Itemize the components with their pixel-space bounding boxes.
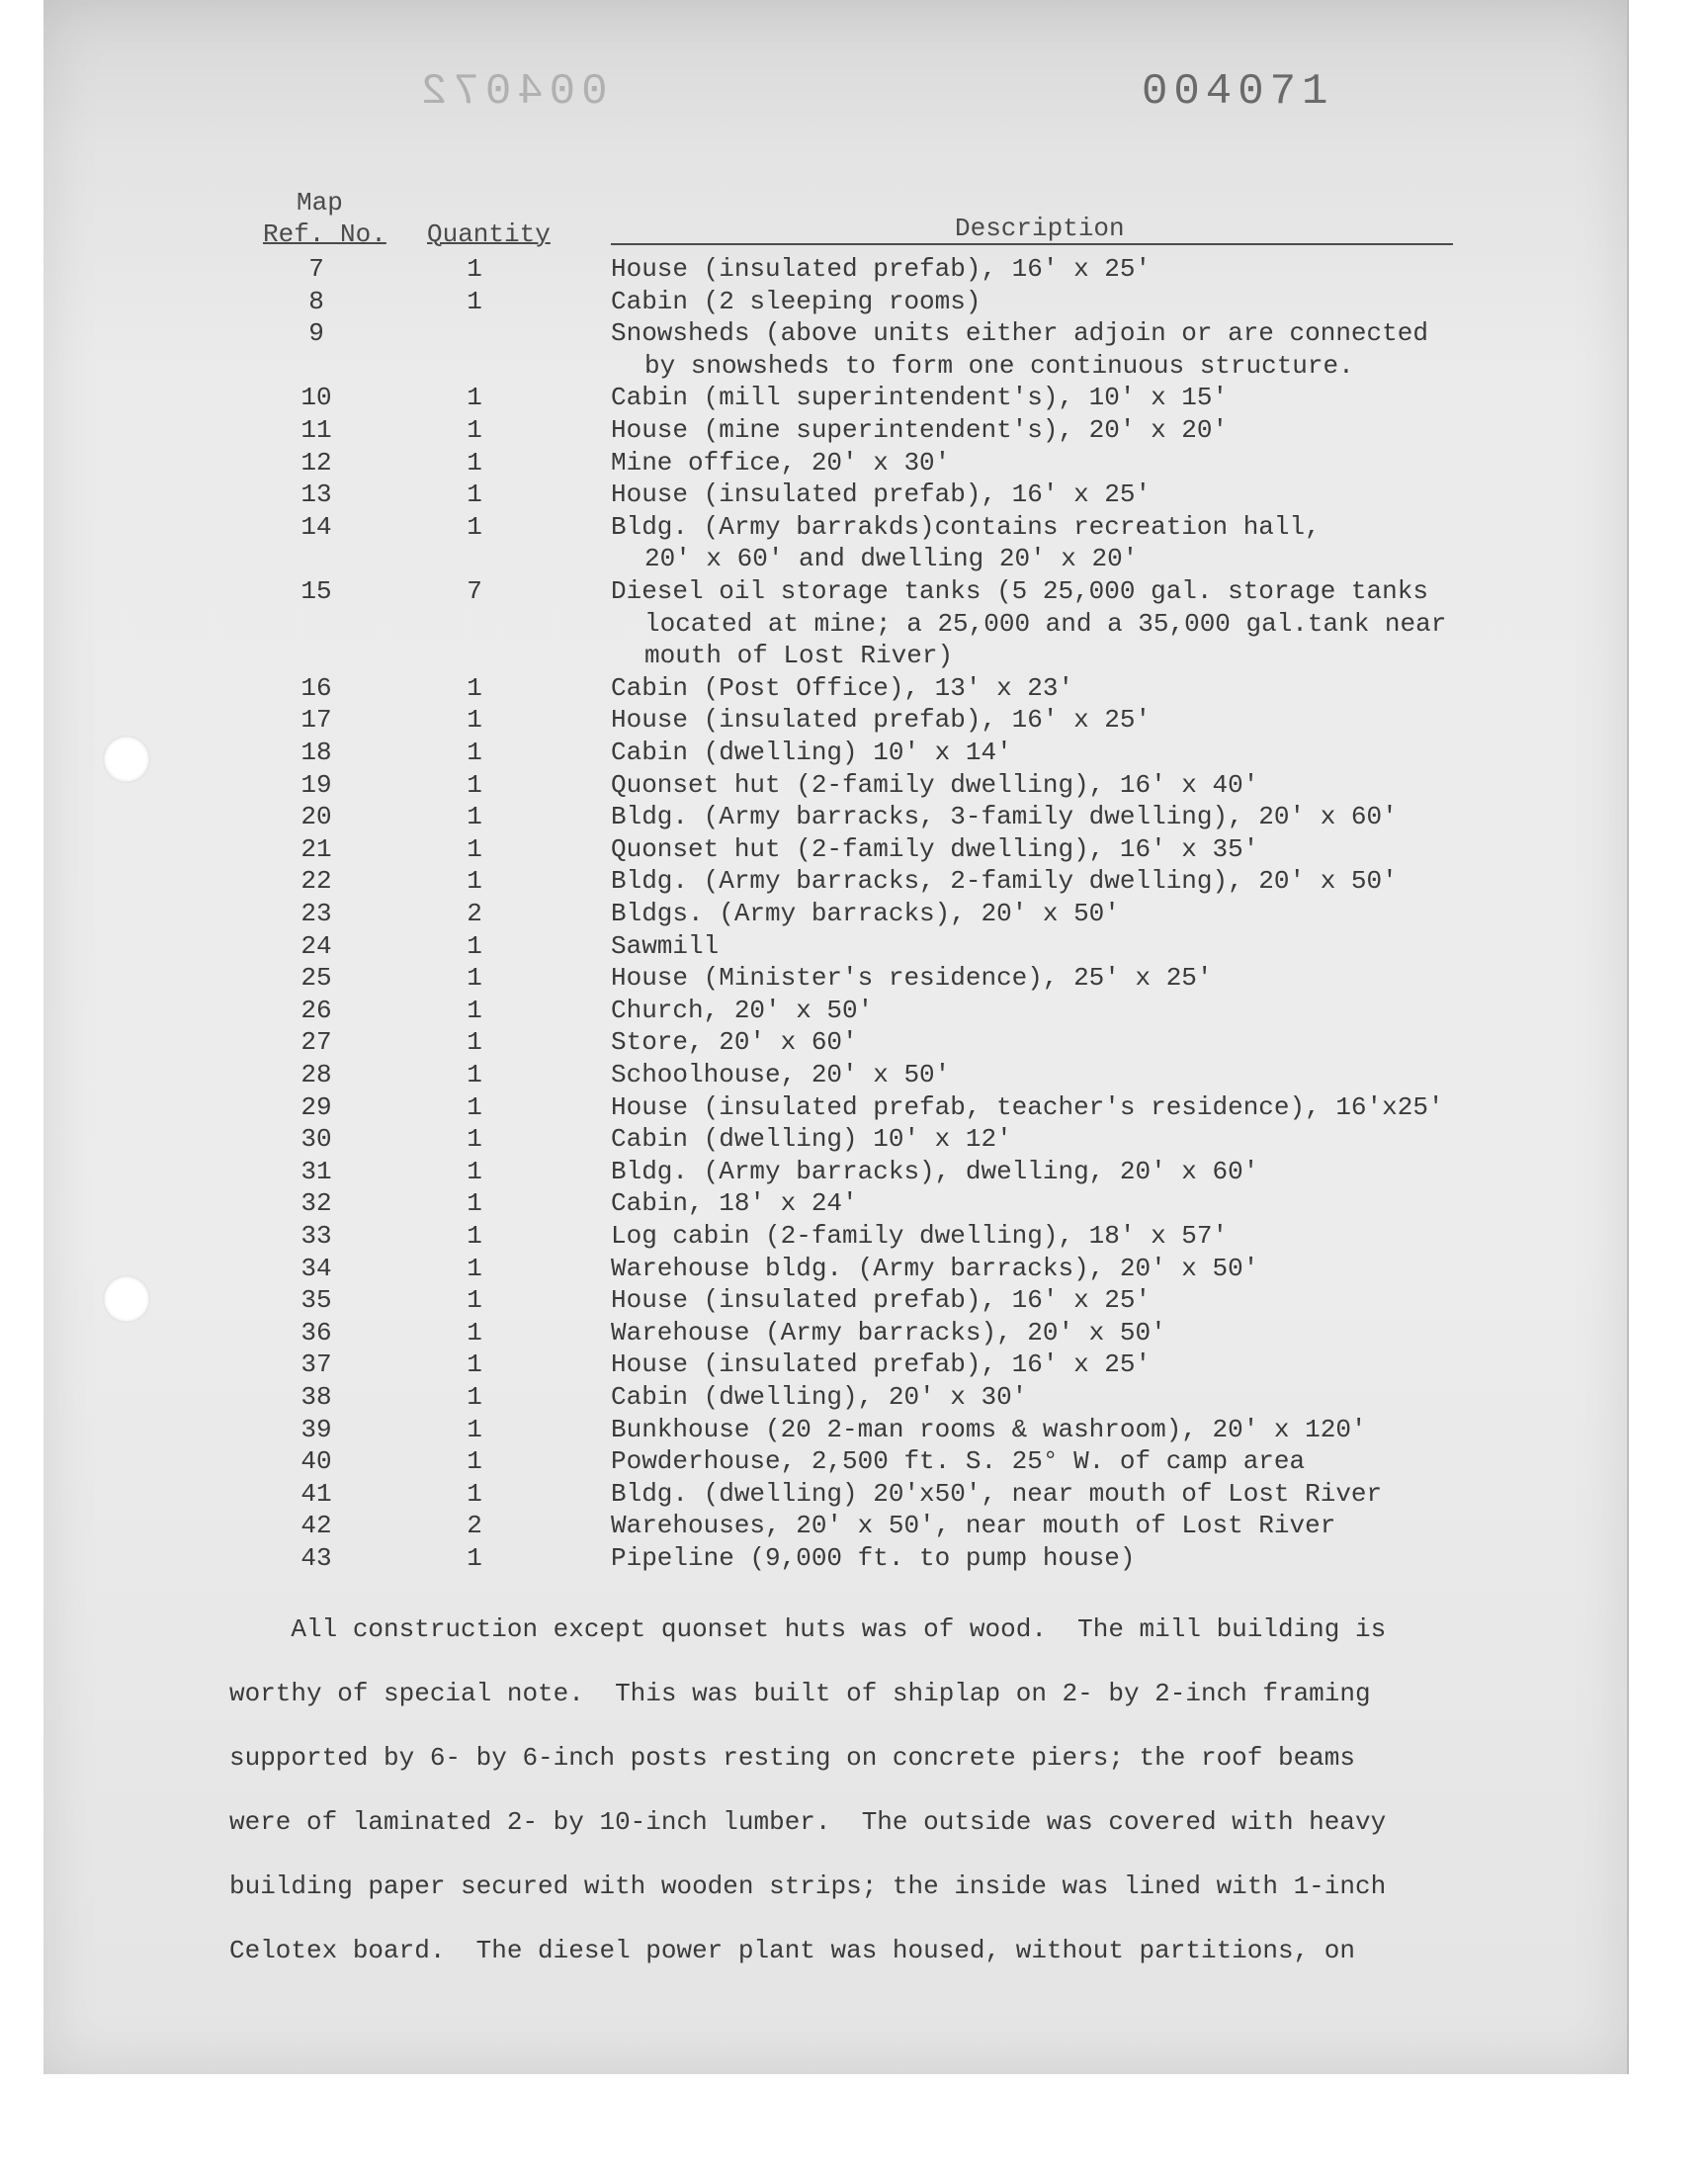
quantity: 1 [467, 769, 482, 800]
paragraph-line: All construction except quonset huts was of wood. The mill building is [229, 1614, 1387, 1644]
quantity: 1 [467, 738, 482, 767]
description: Schoolhouse, 20' x 50' [611, 1060, 951, 1089]
ref-number: 41 [300, 1478, 332, 1509]
paragraph-line: Celotex board. The diesel power plant was housed, without partitions, on [229, 1936, 1355, 1965]
table-row [0, 1091, 1708, 1123]
ref-number: 26 [300, 995, 332, 1025]
description: House (Minister's residence), 25' x 25' [611, 963, 1213, 994]
header-map: Map [297, 188, 343, 218]
table-row [0, 737, 1708, 768]
ref-number: 40 [300, 1446, 332, 1477]
table-row [0, 1187, 1708, 1219]
description: by snowsheds to form one continuous structure. [644, 350, 1354, 381]
description: House (mine superintendent's), 20' x 20' [611, 415, 1229, 445]
description: located at mine; a 25,000 and a 35,000 gal.tank near [644, 608, 1447, 639]
ref-number: 28 [300, 1060, 332, 1089]
description: Log cabin (2-family dwelling), 18' x 57' [611, 1221, 1229, 1251]
quantity: 1 [467, 705, 482, 736]
faint-page-stamp: 004072 [415, 67, 608, 117]
table-row [0, 1220, 1708, 1252]
table-row [0, 962, 1708, 994]
description: Warehouse bldg. (Army barracks), 20' x 50' [611, 1253, 1259, 1283]
body-paragraph [229, 1598, 1514, 1983]
table-row [0, 382, 1708, 413]
quantity: 1 [467, 1543, 482, 1573]
description: Cabin (Post Office), 13' x 23' [611, 672, 1074, 703]
ref-number: 43 [300, 1543, 332, 1573]
ref-number: 33 [300, 1221, 332, 1251]
table-row [0, 865, 1708, 897]
description: Mine office, 20' x 30' [611, 447, 951, 478]
paragraph-line: building paper secured with wooden strips; the inside was lined with 1-inch [229, 1871, 1387, 1901]
quantity: 1 [467, 479, 482, 510]
quantity: 1 [467, 1478, 482, 1509]
description: Sawmill [611, 930, 720, 961]
quantity: 1 [467, 254, 482, 284]
table-row [0, 704, 1708, 736]
table-row [0, 672, 1708, 704]
quantity: 1 [467, 1124, 482, 1155]
ref-number: 42 [300, 1511, 332, 1541]
quantity: 1 [467, 1221, 482, 1251]
quantity: 1 [467, 1060, 482, 1089]
ref-number: 21 [300, 833, 332, 864]
table-row [0, 286, 1708, 317]
quantity: 1 [467, 1414, 482, 1444]
ref-number: 23 [300, 899, 332, 928]
description: Quonset hut (2-family dwelling), 16' x 35' [611, 833, 1259, 864]
ref-number: 9 [308, 318, 324, 349]
ref-number: 32 [300, 1188, 332, 1219]
table-row [0, 608, 1708, 640]
table-row [0, 317, 1708, 349]
table-row [0, 898, 1708, 929]
description: 20' x 60' and dwelling 20' x 20' [644, 544, 1139, 574]
quantity: 1 [467, 802, 482, 832]
table-row [0, 478, 1708, 510]
description: Bldg. (Army barracks, 3-family dwelling), 20' x 60' [611, 802, 1398, 832]
description: Cabin (dwelling) 10' x 12' [611, 1124, 1012, 1155]
ref-number: 27 [300, 1027, 332, 1058]
ref-number: 15 [300, 576, 332, 606]
description: Cabin (dwelling), 20' x 30' [611, 1382, 1028, 1412]
quantity: 1 [467, 995, 482, 1025]
table-row [0, 833, 1708, 865]
table-row [0, 1414, 1708, 1445]
quantity: 1 [467, 447, 482, 478]
quantity: 1 [467, 1188, 482, 1219]
description: House (insulated prefab), 16' x 25' [611, 254, 1152, 284]
quantity: 1 [467, 1446, 482, 1477]
ref-number: 8 [308, 286, 324, 316]
ref-number: 30 [300, 1124, 332, 1155]
header-quantity: Quantity [427, 219, 551, 249]
paragraph-line: supported by 6- by 6-inch posts resting on concrete piers; the roof beams [229, 1743, 1355, 1773]
description: Powderhouse, 2,500 ft. S. 25° W. of camp area [611, 1446, 1306, 1477]
ref-number: 29 [300, 1091, 332, 1122]
ref-number: 16 [300, 672, 332, 703]
description: House (insulated prefab, teacher's residence), 16'x25' [611, 1091, 1444, 1122]
description: Warehouse (Army barracks), 20' x 50' [611, 1317, 1166, 1348]
quantity: 1 [467, 286, 482, 316]
ref-number: 14 [300, 511, 332, 542]
quantity: 1 [467, 1382, 482, 1412]
quantity: 1 [467, 1156, 482, 1186]
description: Pipeline (9,000 ft. to pump house) [611, 1543, 1136, 1573]
table-row [0, 350, 1708, 382]
table-row [0, 511, 1708, 543]
quantity: 1 [467, 1349, 482, 1380]
description: Cabin (mill superintendent's), 10' x 15' [611, 383, 1229, 413]
description-underline [611, 243, 1453, 245]
ref-number: 39 [300, 1414, 332, 1444]
ref-number: 17 [300, 705, 332, 736]
table-row [0, 930, 1708, 962]
table-row [0, 253, 1708, 285]
table-row [0, 801, 1708, 832]
description: House (insulated prefab), 16' x 25' [611, 479, 1152, 510]
paragraph-line: were of laminated 2- by 10-inch lumber. The outside was covered with heavy [229, 1807, 1387, 1837]
quantity: 1 [467, 1253, 482, 1283]
quantity: 1 [467, 1285, 482, 1316]
description: House (insulated prefab), 16' x 25' [611, 1349, 1152, 1380]
paragraph-line: worthy of special note. This was built of shiplap on 2- by 2-inch framing [229, 1679, 1371, 1708]
table-row [0, 1156, 1708, 1187]
ref-number: 31 [300, 1156, 332, 1186]
table-row [0, 414, 1708, 446]
header-description: Description [955, 214, 1125, 243]
table-row [0, 995, 1708, 1026]
ref-number: 38 [300, 1382, 332, 1412]
ref-number: 25 [300, 963, 332, 994]
table-row [0, 1542, 1708, 1574]
ref-number: 19 [300, 769, 332, 800]
ref-number: 12 [300, 447, 332, 478]
table-row [0, 1317, 1708, 1348]
description: House (insulated prefab), 16' x 25' [611, 705, 1152, 736]
description: mouth of Lost River) [644, 641, 954, 671]
description: Cabin (2 sleeping rooms) [611, 286, 982, 316]
description: Quonset hut (2-family dwelling), 16' x 40' [611, 769, 1259, 800]
description: Bldg. (Army barracks, 2-family dwelling), 20' x 50' [611, 866, 1398, 897]
ref-number: 20 [300, 802, 332, 832]
page-number-stamp: 004071 [1142, 67, 1334, 117]
quantity: 1 [467, 1091, 482, 1122]
table-row [0, 1445, 1708, 1477]
description: Snowsheds (above units either adjoin or are connected [611, 318, 1428, 349]
quantity: 1 [467, 511, 482, 542]
quantity: 1 [467, 415, 482, 445]
table-row [0, 1123, 1708, 1155]
quantity: 1 [467, 833, 482, 864]
description: Church, 20' x 50' [611, 995, 874, 1025]
description: Bldg. (Army barracks), dwelling, 20' x 60' [611, 1156, 1259, 1186]
table-row [0, 447, 1708, 478]
table-row [0, 1510, 1708, 1541]
table-row [0, 543, 1708, 574]
description: Cabin (dwelling) 10' x 14' [611, 738, 1012, 767]
description: Store, 20' x 60' [611, 1027, 858, 1058]
table-row [0, 1253, 1708, 1284]
ref-number: 18 [300, 738, 332, 767]
table-row [0, 769, 1708, 801]
table-row [0, 1381, 1708, 1413]
description: Diesel oil storage tanks (5 25,000 gal. storage tanks [611, 576, 1428, 606]
table-row [0, 1478, 1708, 1510]
ref-number: 36 [300, 1317, 332, 1348]
quantity: 2 [467, 899, 482, 928]
table-row [0, 1284, 1708, 1316]
quantity: 1 [467, 672, 482, 703]
ref-number: 24 [300, 930, 332, 961]
ref-number: 22 [300, 866, 332, 897]
ref-number: 10 [300, 383, 332, 413]
quantity: 1 [467, 866, 482, 897]
ref-number: 11 [300, 415, 332, 445]
description: Bunkhouse (20 2-man rooms & washroom), 20' x 120' [611, 1414, 1367, 1444]
description: House (insulated prefab), 16' x 25' [611, 1285, 1152, 1316]
header-ref-no: Ref. No. [263, 219, 386, 249]
description: Bldgs. (Army barracks), 20' x 50' [611, 899, 1120, 928]
quantity: 2 [467, 1511, 482, 1541]
ref-number: 35 [300, 1285, 332, 1316]
quantity: 1 [467, 963, 482, 994]
description: Warehouses, 20' x 50', near mouth of Lost River [611, 1511, 1336, 1541]
ref-number: 7 [308, 254, 324, 284]
ref-number: 13 [300, 479, 332, 510]
quantity: 7 [467, 576, 482, 606]
table-row [0, 1348, 1708, 1380]
ref-number: 37 [300, 1349, 332, 1380]
ref-number: 34 [300, 1253, 332, 1283]
table-row [0, 1059, 1708, 1090]
description: Bldg. (dwelling) 20'x50', near mouth of Lost River [611, 1478, 1383, 1509]
quantity: 1 [467, 1027, 482, 1058]
description: Cabin, 18' x 24' [611, 1188, 858, 1219]
quantity: 1 [467, 1317, 482, 1348]
table-row [0, 1026, 1708, 1058]
table-row [0, 640, 1708, 671]
description: Bldg. (Army barrakds)contains recreation hall, [611, 511, 1321, 542]
table-row [0, 575, 1708, 607]
quantity: 1 [467, 930, 482, 961]
quantity: 1 [467, 383, 482, 413]
